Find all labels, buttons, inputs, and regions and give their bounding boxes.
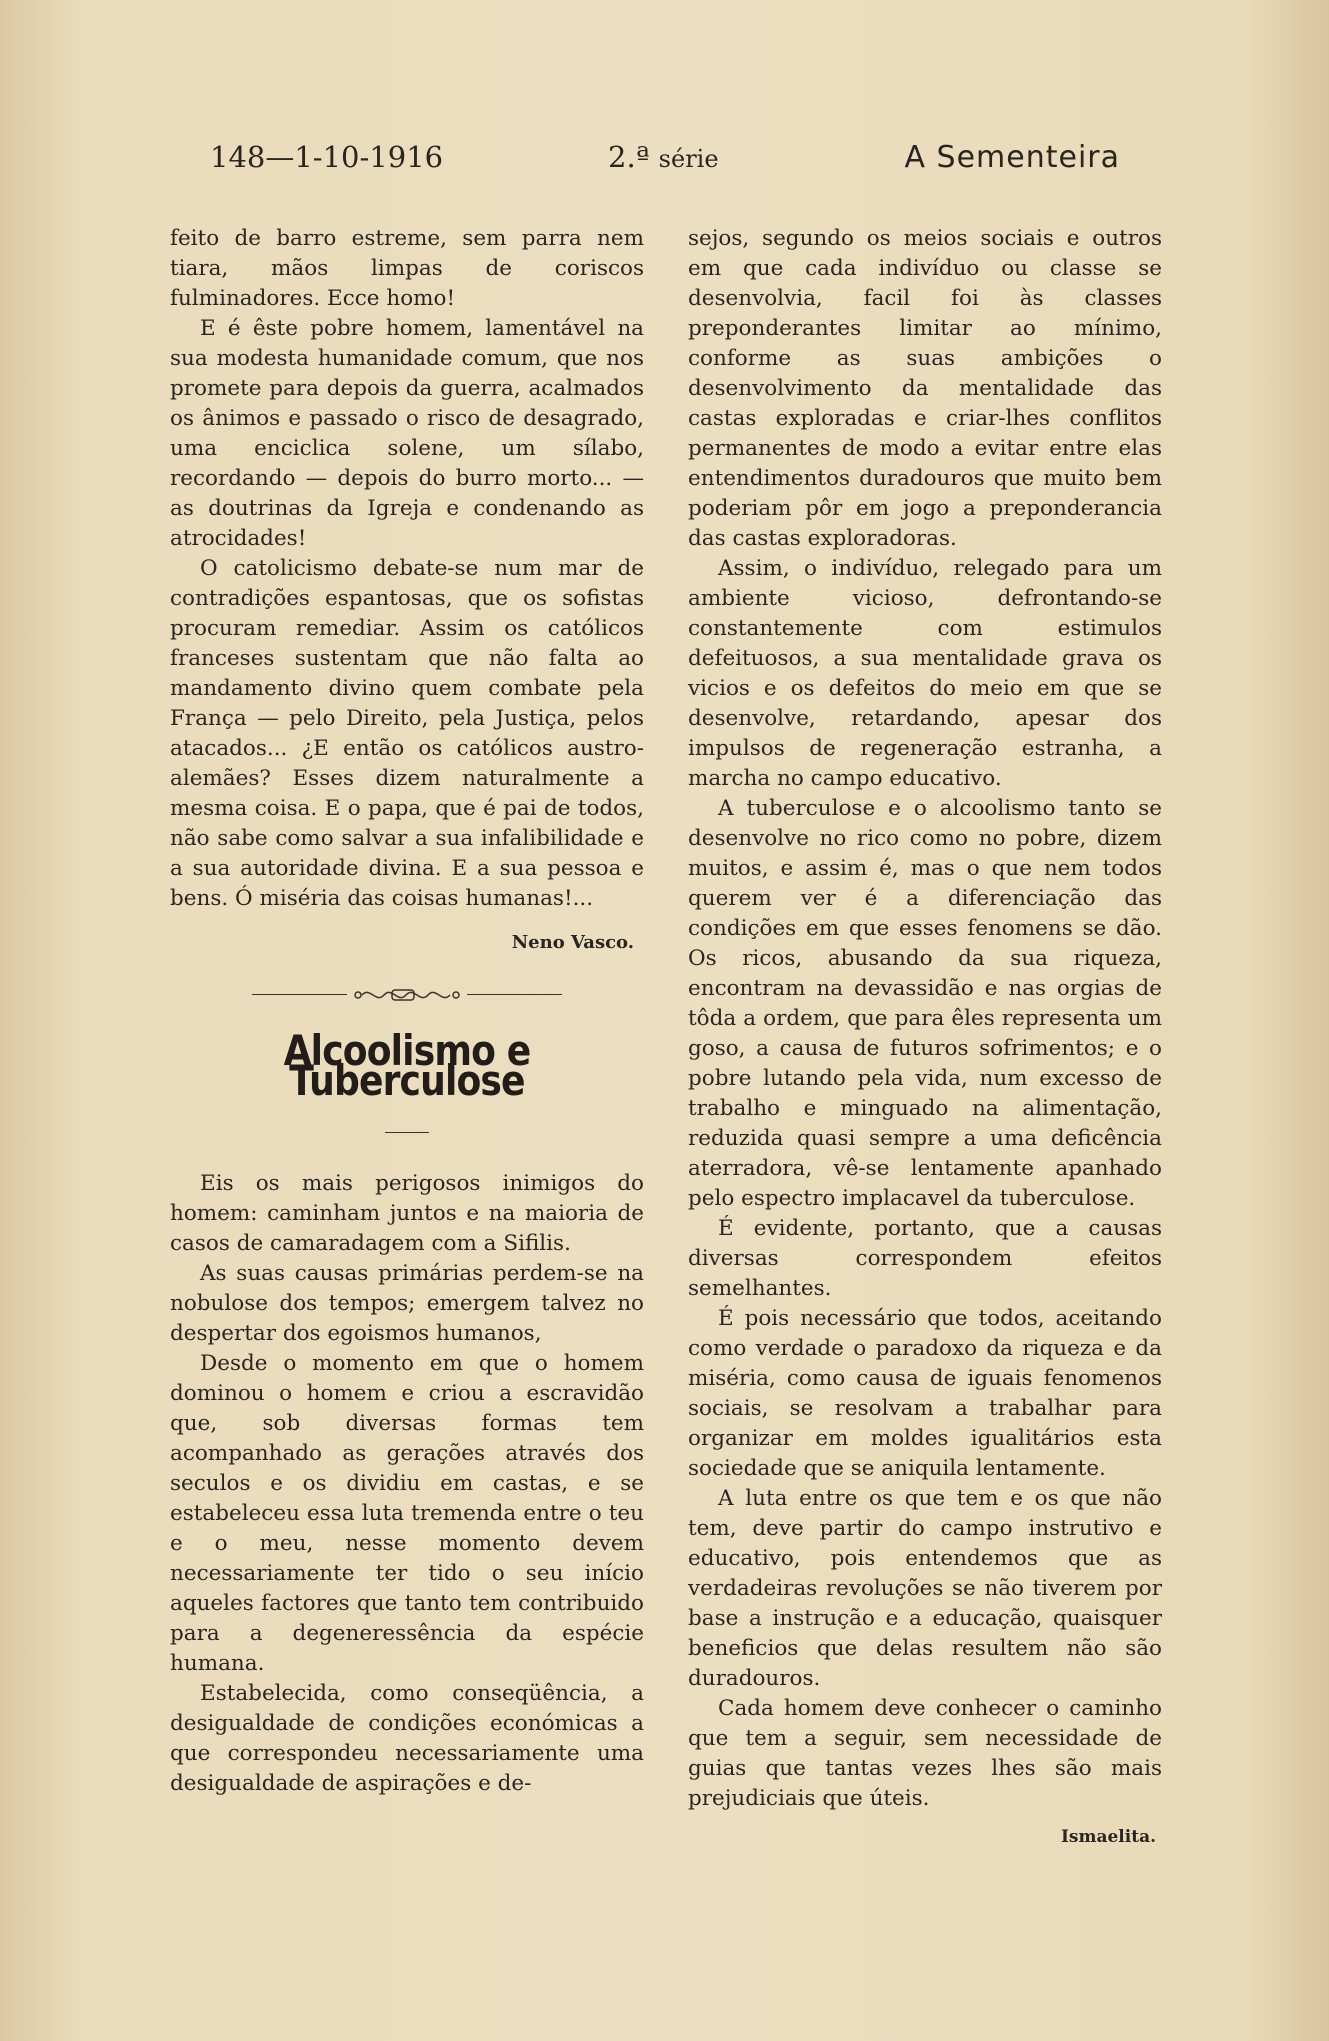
paragraph: feito de barro estreme, sem parra nem tiara, mãos limpas de coriscos fulminadores. Ecce homo!: [170, 226, 644, 311]
paragraph: Desde o momento em que o homem dominou o homem e criou a escravidão que, sob diversas formas tem acompanhado as gerações através dos seculos e os dividiu em castas, e se estabeleceu essa luta tremenda entre o teu e o meu, nesse momento devem necessariamente ter tido o seu início aqueles factores que tanto tem contribuido para a degeneressência da espécie humana.: [170, 1351, 644, 1676]
paragraph: sejos, segundo os meios sociais e outros em que cada indivíduo ou classe se desenvolvia, facil foi às classes preponderantes limitar ao mínimo, conforme as suas ambições o desenvolvimento da mentalidade das castas exploradas e criar-lhes conflitos permanentes de modo a evitar entre elas entendimentos duradouros que muito bem poderiam pôr em jogo a preponderancia das castas exploradoras.: [688, 226, 1162, 551]
paragraph: É evidente, portanto, que a causas diversas correspondem efeitos semelhantes.: [688, 1216, 1162, 1301]
paragraph: As suas causas primárias perdem-se na nobulose dos tempos; emergem talvez no despertar dos egoismos humanos,: [170, 1261, 644, 1346]
paragraph: A luta entre os que tem e os que não tem, deve partir do campo instrutivo e educativo, pois entendemos que as verdadeiras revoluções se não tiverem por base a instrução e a educação, quaisquer beneficios que delas resultem não são duradouros.: [688, 1486, 1162, 1691]
issue-date: 148—1-10-1916: [210, 140, 444, 174]
page-header: [210, 140, 1120, 180]
series-label: [608, 140, 719, 174]
series-word: série: [658, 145, 719, 173]
ornament-icon: [352, 984, 462, 1006]
right-column: [688, 224, 1162, 1852]
paragraph: E é êste pobre homem, lamentável na sua modesta humanidade comum, que nos promete para depois da guerra, acalmados os ânimos e passado o risco de desagrado, uma enciclica solene, um sílabo, recordando — depois do burro morto... — as doutrinas da Igreja e condenando as atrocidades!: [170, 316, 644, 551]
author-signature: Neno Vasco.: [511, 932, 634, 953]
ornament-divider: [252, 984, 562, 1006]
paragraph: Estabelecida, como conseqüência, a desigualdade de condições económicas a que correspondeu necessariamente uma desigualdade de aspirações e de-: [170, 1681, 644, 1796]
paragraph: A tuberculose e o alcoolismo tanto se desenvolve no rico como no pobre, dizem muitos, e assim é, mas o que nem todos querem ver é a diferenciação das condições em que esses fenomens se dão. Os ricos, abusando da sua riqueza, encontram na devassidão e nas orgias de tôda a ordem, que para êles representa um goso, a causa de futuros sofrimentos; e o pobre lutando pela vida, num excesso de trabalho e minguado na alimentação, reduzida quasi sempre a uma deficência aterradora, vê-se lentamente apanhado pelo espectro implacavel da tuberculose.: [688, 796, 1162, 1211]
paragraph: Assim, o indivíduo, relegado para um ambiente vicioso, defrontando-se constantemente com estimulos defeituosos, a sua mentalidade grava os vicios e os defeitos do meio em que se desenvolve, retardando, apesar dos impulsos de regeneração estranha, a marcha no campo educativo.: [688, 556, 1162, 791]
left-column: [170, 224, 644, 1799]
publication-title: A Sementeira: [904, 140, 1120, 175]
author-signature: Ismaelita.: [1060, 1827, 1156, 1847]
article-title: Alcoolismo e Tuberculose: [283, 1026, 531, 1105]
paragraph: É pois necessário que todos, aceitando como verdade o paradoxo da riqueza e da miséria, como causa de iguais fenomenos sociais, se resolvam a trabalhar para organizar em moldes igualitários esta sociedade que se aniquila lentamente.: [688, 1306, 1162, 1481]
title-rule: [385, 1132, 429, 1133]
series-number: 2.ª: [608, 140, 650, 174]
paragraph: O catolicismo debate-se num mar de contradições espantosas, que os sofistas procuram remediar. Assim os católicos franceses sustentam que não falta ao mandamento divino quem combate pela França — pelo Direito, pela Justiça, pelos atacados... ¿E então os católicos austro-alemães? Esses dizem naturalmente a mesma coisa. E o papa, que é pai de todos, não sabe como salvar a sua infalibilidade e a sua autoridade divina. E a sua pessoa e bens. Ó miséria das coisas humanas!...: [170, 556, 644, 911]
paragraph: Eis os mais perigosos inimigos do homem: caminham juntos e na maioria de casos de camaradagem com a Sifilis.: [170, 1171, 644, 1256]
paragraph: Cada homem deve conhecer o caminho que tem a seguir, sem necessidade de guias que tantas vezes lhes são mais prejudiciais que úteis.: [688, 1696, 1162, 1811]
